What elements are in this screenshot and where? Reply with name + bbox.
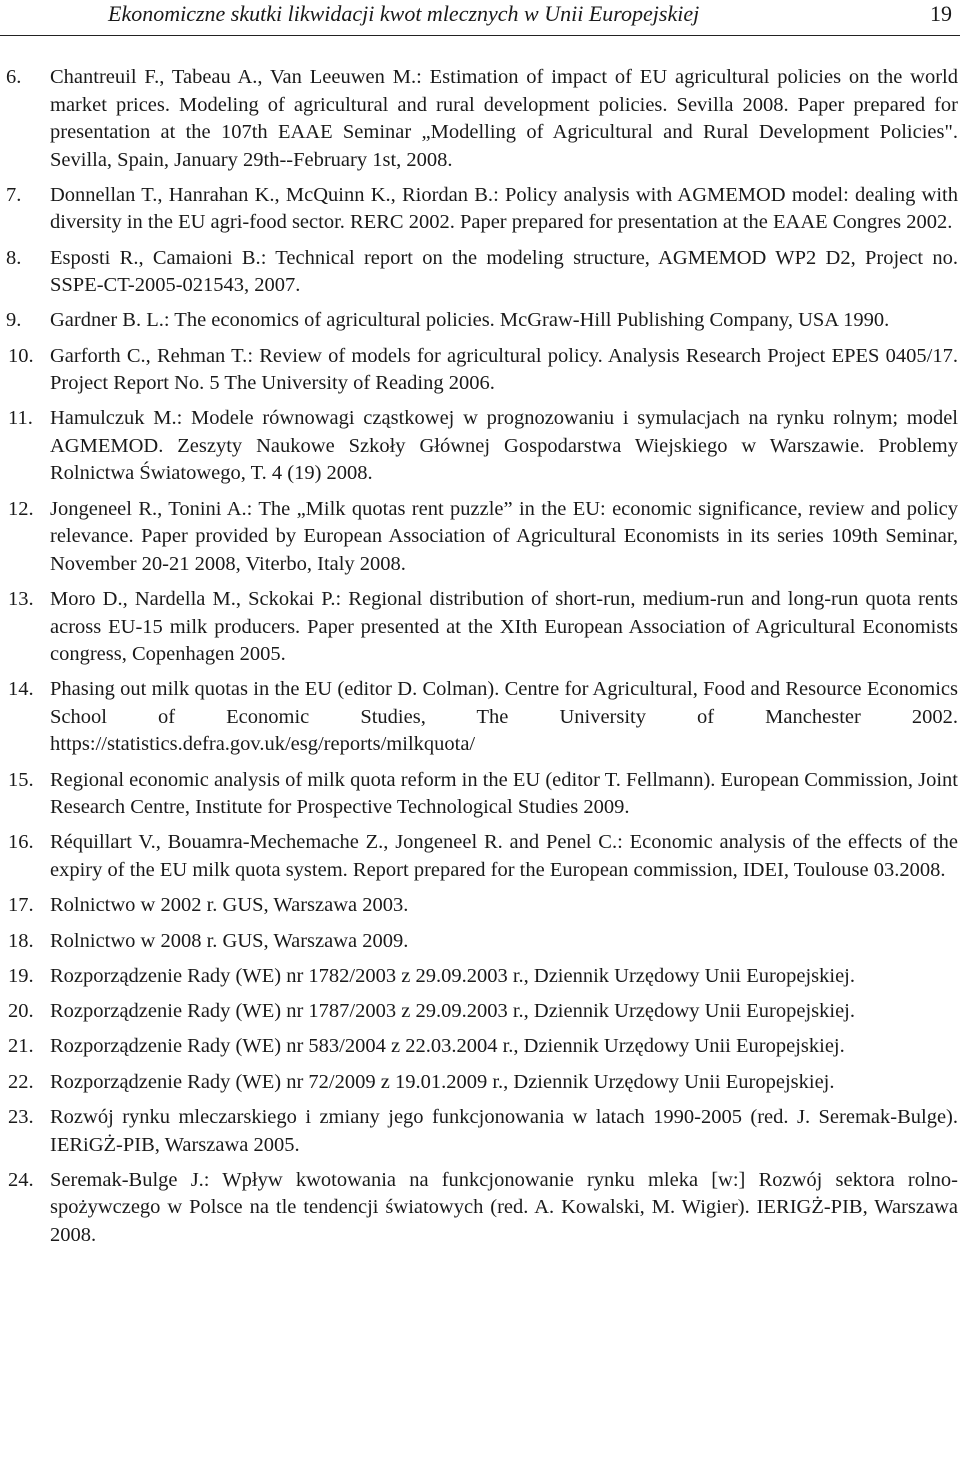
reference-details: Rozwój rynku mleczarskiego i zmiany jego funkcjonowania w latach 1990-2005 (red. J. Seremak-Bulge). IERiGŻ-PIB, Warszawa 2005.: [50, 1106, 958, 1156]
reference-item: [0, 405, 960, 488]
reference-details: Rolnictwo w 2008 r. GUS, Warszawa 2009.: [50, 929, 409, 952]
reference-number: 17.: [8, 894, 34, 917]
reference-number: 15.: [8, 768, 34, 791]
reference-details: Regional economic analysis of milk quota reform in the EU (editor T. Fellmann). European Commission, Joint Research Centre, Institute for Prospective Technological Studies 2009.: [50, 768, 958, 819]
reference-text: [50, 64, 958, 174]
running-title: Ekonomiczne skutki likwidacji kwot mlecznych w Unii Europejskiej: [108, 1, 700, 26]
reference-authors: Jongeneel R., Tonini A.: [50, 497, 247, 520]
reference-details: : Estimation of impact of EU agricultural policies on the world market prices. Modeling of agricultural and rural development policies. Sevilla 2008. Paper prepared for presentation at the 107th EAAE Seminar „Modelling of Agricultural and Rural Development Policies". Sevilla, Spain, January 29th--February 1st, 2008.: [50, 66, 958, 171]
reference-item: [0, 767, 960, 822]
reference-text: [50, 307, 958, 335]
reference-authors: Esposti R., Camaioni B.: [50, 246, 261, 269]
reference-item: [0, 1104, 960, 1159]
reference-number: 20.: [8, 1000, 34, 1023]
reference-item: [0, 245, 960, 300]
reference-text: [50, 586, 958, 669]
reference-item: [0, 1167, 960, 1250]
reference-text: [50, 496, 958, 579]
reference-number: 19.: [8, 964, 34, 987]
reference-details: Rozporządzenie Rady (WE) nr 1787/2003 z 29.09.2003 r., Dziennik Urzędowy Unii Europejskiej.: [50, 1000, 855, 1023]
reference-item: [0, 64, 960, 174]
reference-authors: Donnellan T., Hanrahan K., McQuinn K., Riordan B.: [50, 183, 494, 206]
reference-number: 7.: [6, 183, 22, 206]
reference-number: 22.: [8, 1070, 34, 1093]
reference-item: [0, 1069, 960, 1097]
reference-details: : Regional distribution of short-run, medium-run and long-run quota rents across EU-15 milk producers. Paper presented at the XIth European Association of Agricultural Economists congress, Copenhagen 2005.: [50, 588, 958, 666]
reference-text: [50, 1104, 958, 1159]
reference-authors: Moro D., Nardella M., Sckokai P.: [50, 588, 336, 611]
reference-details: : Technical report on the modeling structure, AGMEMOD WP2 D2, Project no. SSPE-CT-2005-021543, 2007.: [50, 246, 958, 297]
reference-number: 21.: [8, 1035, 34, 1058]
reference-text: [50, 1069, 958, 1097]
reference-item: [0, 586, 960, 669]
reference-number: 23.: [8, 1106, 34, 1129]
reference-number: 9.: [6, 309, 22, 332]
reference-text: [50, 928, 958, 956]
reference-number: 14.: [8, 678, 34, 701]
reference-text: [50, 182, 958, 237]
reference-text: [50, 1167, 958, 1250]
reference-number: 13.: [8, 588, 34, 611]
reference-number: 24.: [8, 1168, 34, 1191]
reference-details: Phasing out milk quotas in the EU (editor D. Colman). Centre for Agricultural, Food and Resource Economics School of Economic Studies, The University of Manchester 2002. https://statistics.defra.gov.uk/esg/reports/milkquota/: [50, 678, 958, 756]
reference-text: [50, 405, 958, 488]
reference-text: [50, 829, 958, 884]
reference-number: 11.: [8, 407, 33, 430]
reference-text: [50, 892, 958, 920]
reference-item: [0, 998, 960, 1026]
reference-authors: Seremak-Bulge J.: [50, 1168, 204, 1191]
reference-item: [0, 676, 960, 759]
reference-details: : Review of models for agricultural policy. Analysis Research Project EPES 0405/17. Project Report No. 5 The University of Reading 2006.: [50, 344, 958, 395]
reference-text: [50, 963, 958, 991]
running-header: [0, 0, 960, 38]
reference-details: Rolnictwo w 2002 r. GUS, Warszawa 2003.: [50, 894, 409, 917]
reference-details: : The economics of agricultural policies. McGraw-Hill Publishing Company, USA 1990.: [163, 309, 890, 332]
reference-details: : Wpływ kwotowania na funkcjonowanie rynku mleka [w:] Rozwój sektora rolno-spożywczego w Polsce na tle tendencji światowych (red. A. Kowalski, M. Wigier). IERIGŻ-PIB, Warszawa 2008.: [50, 1168, 958, 1246]
reference-list: [0, 64, 960, 1257]
reference-details: : Modele równowagi cząstkowej w prognozowaniu i symulacjach na rynku rolnym; model AGMEMOD. Zeszyty Naukowe Szkoły Głównej Gospodarstwa Wiejskiego w Warszawie. Problemy Rolnictwa Światowego, T. 4 (19) 2008.: [50, 407, 958, 485]
reference-details: Rozporządzenie Rady (WE) nr 1782/2003 z 29.09.2003 r., Dziennik Urzędowy Unii Europejskiej.: [50, 964, 855, 987]
header-rule: [0, 35, 960, 36]
reference-number: 10.: [8, 344, 34, 367]
reference-details: : Policy analysis with AGMEMOD model: dealing with diversity in the EU agri-food sector. RERC 2002. Paper prepared for presentation at the EAAE Congres 2002.: [50, 183, 958, 234]
reference-item: [0, 963, 960, 991]
reference-authors: Garforth C., Rehman T.: [50, 344, 248, 367]
reference-item: [0, 343, 960, 398]
reference-authors: Chantreuil F., Tabeau A., Van Leeuwen M.: [50, 66, 417, 88]
reference-item: [0, 928, 960, 956]
page-number: 19: [930, 1, 952, 26]
reference-item: [0, 1033, 960, 1061]
reference-number: 8.: [6, 246, 22, 269]
reference-number: 16.: [8, 831, 34, 854]
reference-item: [0, 496, 960, 579]
reference-details: : Economic analysis of the effects of the expiry of the EU milk quota system. Report prepared for the European commission, IDEI, Toulouse 03.2008.: [50, 831, 958, 881]
reference-item: [0, 182, 960, 237]
reference-number: 18.: [8, 929, 34, 952]
reference-authors: Réquillart V., Bouamra-Mechemache Z., Jongeneel R. and Penel C.: [50, 831, 618, 854]
reference-number: 12.: [8, 497, 34, 520]
reference-details: : The „Milk quotas rent puzzle” in the EU: economic significance, review and policy relevance. Paper provided by European Association of Agricultural Economists in its series 109th Seminar, November 20-21 2008, Viterbo, Italy 2008.: [50, 497, 959, 575]
reference-text: [50, 343, 958, 398]
reference-authors: Gardner B. L.: [50, 309, 164, 332]
reference-item: [0, 829, 960, 884]
reference-authors: Hamulczuk M.: [50, 407, 177, 430]
reference-text: [50, 1033, 958, 1061]
reference-item: [0, 892, 960, 920]
reference-text: [50, 767, 958, 822]
reference-details: Rozporządzenie Rady (WE) nr 583/2004 z 22.03.2004 r., Dziennik Urzędowy Unii Europejskiej.: [50, 1035, 845, 1058]
reference-text: [50, 998, 958, 1026]
reference-text: [50, 676, 958, 759]
reference-item: [0, 307, 960, 335]
reference-number: 6.: [6, 66, 22, 88]
reference-details: Rozporządzenie Rady (WE) nr 72/2009 z 19.01.2009 r., Dziennik Urzędowy Unii Europejskiej.: [50, 1070, 835, 1093]
reference-text: [50, 245, 958, 300]
